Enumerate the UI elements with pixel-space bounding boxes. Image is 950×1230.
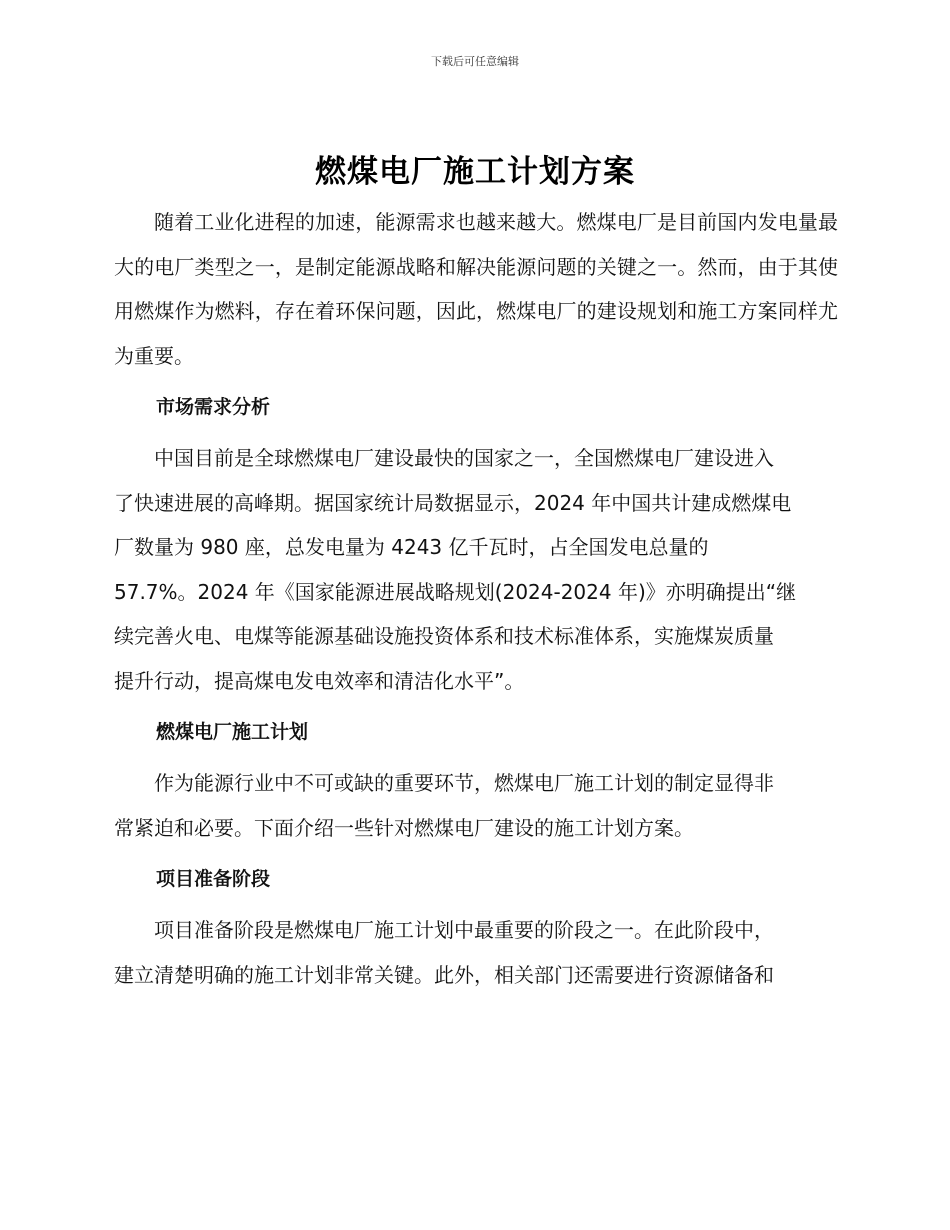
paragraph-line: 了快速进展的高峰期。据国家统计局数据显示，2024 年中国共计建成燃煤电 [114,490,792,515]
intro-paragraph: 随着工业化进程的加速，能源需求也越来越大。燃煤电厂是目前国内发电量最大的电厂类型之一，是制定能源战略和解决能源问题的关键之一。然而，由于其使用燃煤作为燃料，存在着环保问题，因此，燃煤电厂的建设规划和施工方案同样尤为重要。 [114,210,838,368]
paragraph-line: 提升行动，提高煤电发电效率和清洁化水平”。 [114,668,525,693]
paragraph-line: 建立清楚明确的施工计划非常关键。此外，相关部门还需要进行资源储备和 [114,962,774,987]
market-demand-paragraph [114,436,838,703]
project-preparation-paragraph [114,908,838,997]
paragraph-line: 厂数量为 980 座，总发电量为 4243 亿千瓦时，占全国发电总量的 [114,535,709,559]
paragraph-line: 57.7%。2024 年《国家能源进展战略规划(2024-2024 年)》亦明确提出“继 [114,579,797,604]
paragraph-line: 中国目前是全球燃煤电厂建设最快的国家之一，全国燃煤电厂建设进入 [154,446,774,470]
paragraph-line: 作为能源行业中不可或缺的重要环节，燃煤电厂施工计划的制定显得非 [154,771,774,795]
section-heading-construction-plan: 燃煤电厂施工计划 [156,721,309,743]
paragraph-line: 常紧迫和必要。下面介绍一些针对燃煤电厂建设的施工计划方案。 [114,815,694,840]
construction-plan-paragraph [114,761,838,850]
paragraph-line: 续完善火电、电煤等能源基础设施投资体系和技术标准体系，实施煤炭质量 [114,624,774,648]
paragraph-line: 项目准备阶段是燃煤电厂施工计划中最重要的阶段之一。在此阶段中， [154,918,774,942]
section-heading-project-preparation: 项目准备阶段 [156,868,271,890]
document-body [114,200,838,997]
page-header-note: 下载后可任意编辑 [431,55,519,68]
section-heading-market-demand: 市场需求分析 [156,396,271,418]
document-title: 燃煤电厂施工计划方案 [315,154,635,190]
